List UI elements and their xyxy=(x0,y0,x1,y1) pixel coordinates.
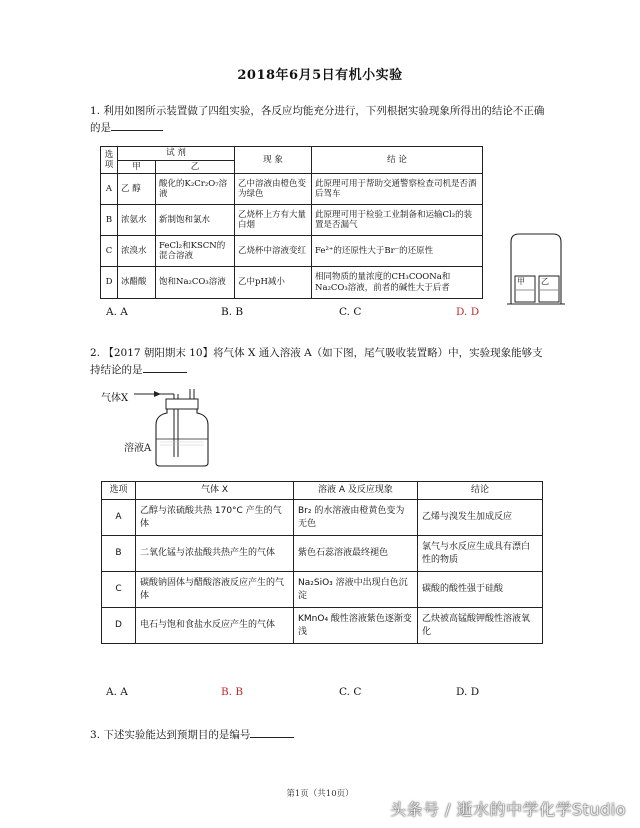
header-option: 选项 xyxy=(102,482,136,500)
row-option: A xyxy=(101,174,118,205)
bell-jar-apparatus-diagram xyxy=(505,230,567,306)
header-option: 选项 xyxy=(101,147,118,174)
question-1-line2 xyxy=(90,119,610,136)
table-row xyxy=(102,572,543,608)
header-jia: 甲 xyxy=(118,160,156,174)
row-gas: 乙醇与浓硫酸共热 170°C 产生的气体 xyxy=(136,500,294,536)
row-option: B xyxy=(101,205,118,236)
row-jia: 冰醋酸 xyxy=(118,267,156,299)
table-row xyxy=(101,236,483,267)
row-jia: 浓氨水 xyxy=(118,205,156,236)
header-yi: 乙 xyxy=(156,160,235,174)
question-2-stem-end: 持结论的是 xyxy=(90,364,143,376)
question-1-table xyxy=(100,146,483,299)
q1-option-d[interactable]: D. D xyxy=(456,306,480,318)
row-option: A xyxy=(102,500,136,536)
row-conclusion: Fe²⁺的还原性大于Br⁻的还原性 xyxy=(312,236,483,267)
answer-blank-1[interactable] xyxy=(111,119,163,131)
row-conclusion: 碳酸的酸性强于硅酸 xyxy=(418,572,543,608)
row-solution: Na₂SiO₃ 溶液中出现白色沉淀 xyxy=(294,572,418,608)
row-yi: FeCl₂和KSCN的混合溶液 xyxy=(156,236,235,267)
row-phenomenon: 乙中pH减小 xyxy=(235,267,312,299)
row-yi: 饱和Na₂CO₃溶液 xyxy=(156,267,235,299)
q1-option-a[interactable]: A. A xyxy=(106,306,128,318)
header-reagent: 试 剂 xyxy=(118,147,235,161)
header-solution: 溶液 A 及反应现象 xyxy=(294,482,418,500)
row-jia: 浓溴水 xyxy=(118,236,156,267)
question-1-line1: 1. 利用如图所示装置做了四组实验，各反应均能充分进行，下列根据实验现象所得出的结论不正确 xyxy=(90,105,545,117)
solution-a-label: 溶液A xyxy=(124,443,152,454)
beaker-label-jia: 甲 xyxy=(517,277,525,286)
q1-option-c[interactable]: C. C xyxy=(339,306,362,318)
row-option: D xyxy=(102,608,136,644)
header-conclusion: 结论 xyxy=(418,482,543,500)
table-row xyxy=(102,500,543,536)
watermark: 头条号 / 逝水的中学化学Studio xyxy=(389,800,626,819)
question-2-line1: 2. 【2017 朝阳期末 10】将气体 X 通入溶液 A（如下图，尾气吸收装置略）中，实验现象能够支 xyxy=(90,347,543,359)
header-gas: 气体 X xyxy=(136,482,294,500)
table-row xyxy=(101,205,483,236)
gas-washing-bottle-diagram xyxy=(134,385,214,467)
q2-option-d[interactable]: D. D xyxy=(456,686,480,698)
answer-blank-2[interactable] xyxy=(143,361,187,373)
q2-option-a[interactable]: A. A xyxy=(106,686,128,698)
page-footer: 第1页（共10页） xyxy=(286,789,354,799)
row-conclusion: 此原理可用于检验工业制备和运输Cl₂的装置是否漏气 xyxy=(312,205,483,236)
table-row xyxy=(101,267,483,299)
row-solution: KMnO₄ 酸性溶液紫色逐渐变浅 xyxy=(294,608,418,644)
question-3-stem: 3. 下述实验能达到预期目的是编号 xyxy=(90,729,251,741)
row-option: C xyxy=(102,572,136,608)
question-2-line2 xyxy=(90,361,610,378)
question-1-stem-end: 的是 xyxy=(90,122,111,134)
question-2-table xyxy=(101,481,543,644)
row-solution: 紫色石蕊溶液最终褪色 xyxy=(294,536,418,572)
row-conclusion: 氯气与水反应生成具有漂白性的物质 xyxy=(418,536,543,572)
row-phenomenon: 乙烧杯中溶液变红 xyxy=(235,236,312,267)
gas-x-label: 气体X xyxy=(101,393,129,404)
row-conclusion: 乙炔被高锰酸钾酸性溶液氧化 xyxy=(418,608,543,644)
row-gas: 电石与饱和食盐水反应产生的气体 xyxy=(136,608,294,644)
row-phenomenon: 乙中溶液由橙色变为绿色 xyxy=(235,174,312,205)
row-gas: 二氧化锰与浓盐酸共热产生的气体 xyxy=(136,536,294,572)
row-option: B xyxy=(102,536,136,572)
table-row xyxy=(102,536,543,572)
row-conclusion: 此原理可用于帮助交通警察检查司机是否酒后驾车 xyxy=(312,174,483,205)
table-row xyxy=(102,608,543,644)
q2-option-b[interactable]: B. B xyxy=(221,686,244,698)
q1-option-b[interactable]: B. B xyxy=(221,306,244,318)
row-jia: 乙 醇 xyxy=(118,174,156,205)
row-conclusion: 相同物质的量浓度的CH₃COONa和Na₂CO₃溶液，前者的碱性大于后者 xyxy=(312,267,483,299)
header-phenomenon: 现 象 xyxy=(235,147,312,174)
row-solution: Br₂ 的水溶液由橙黄色变为无色 xyxy=(294,500,418,536)
table-row xyxy=(101,174,483,205)
row-conclusion: 乙烯与溴发生加成反应 xyxy=(418,500,543,536)
q2-option-c[interactable]: C. C xyxy=(339,686,362,698)
answer-blank-3[interactable] xyxy=(250,726,294,738)
row-option: D xyxy=(101,267,118,299)
row-phenomenon: 乙烧杯上方有大量白烟 xyxy=(235,205,312,236)
question-2-text xyxy=(90,345,610,378)
question-3-text xyxy=(90,726,294,743)
row-yi: 酸化的K₂Cr₂O₇溶液 xyxy=(156,174,235,205)
header-conclusion: 结 论 xyxy=(312,147,483,174)
page-title: 2018年6月5日有机小实验 xyxy=(237,68,403,83)
row-yi: 新制饱和氯水 xyxy=(156,205,235,236)
question-1-text xyxy=(90,103,610,136)
beaker-label-yi: 乙 xyxy=(541,277,549,286)
row-gas: 碳酸钠固体与醋酸溶液反应产生的气体 xyxy=(136,572,294,608)
row-option: C xyxy=(101,236,118,267)
